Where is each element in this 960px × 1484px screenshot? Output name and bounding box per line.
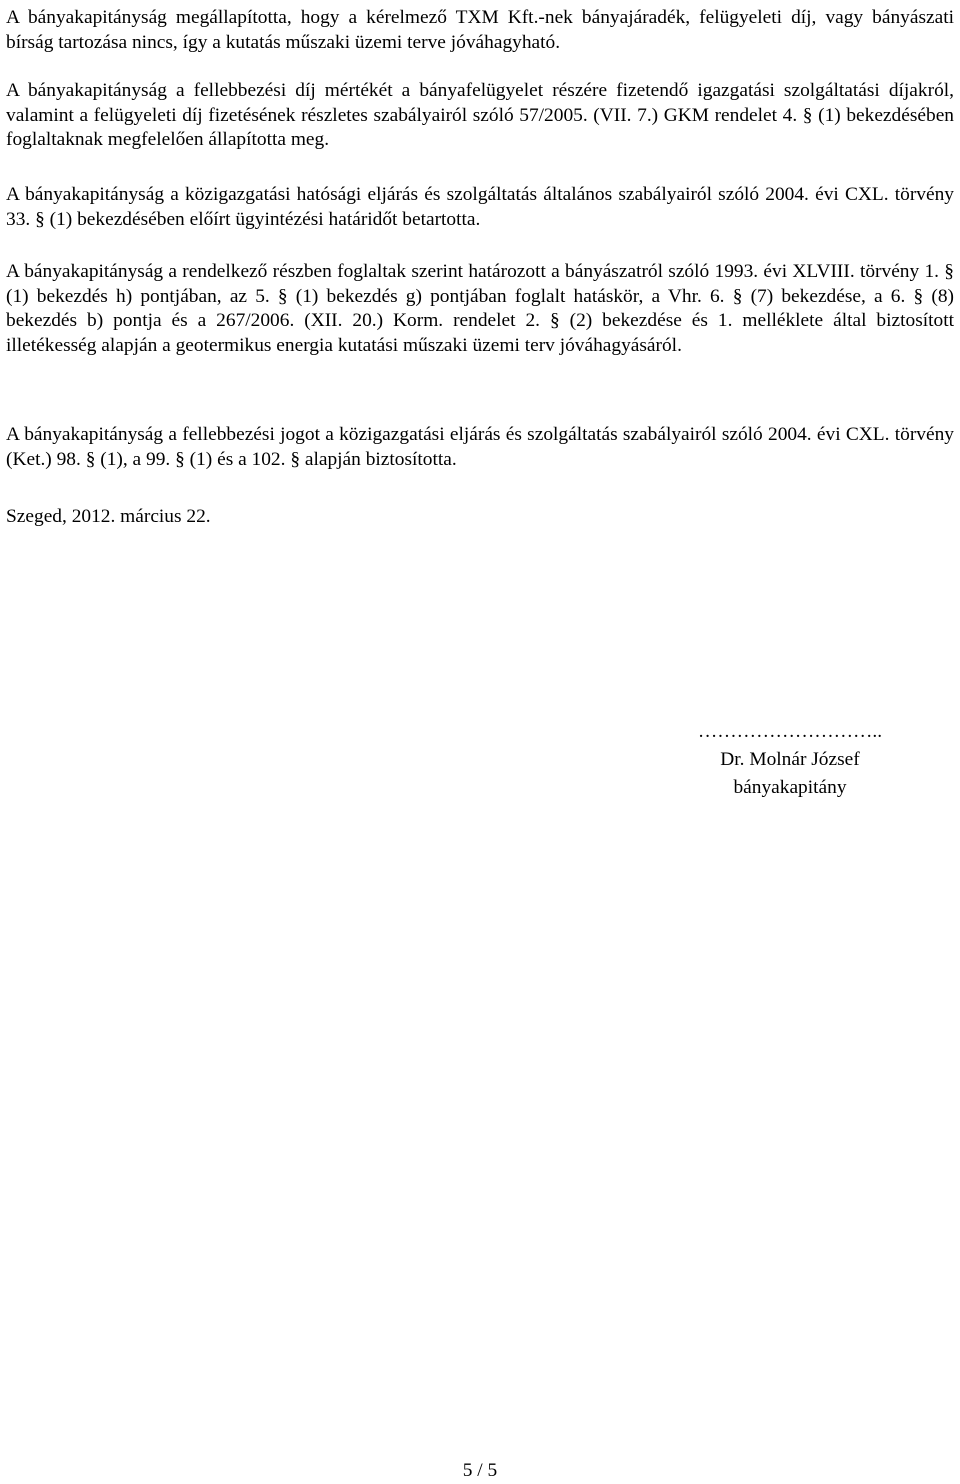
paragraph-deadline: A bányakapitányság a közigazgatási hatósági eljárás és szolgáltatás általános szabályairól szóló 2004. évi CXL. törvény 33. § (1) bekezdésében előírt ügyintézési határidőt betartotta. [6,184,954,230]
page-number: 5 / 5 [462,1460,498,1481]
signature-name: Dr. Molnár József [720,749,860,770]
paragraph-competence: A bányakapitányság a rendelkező részben foglaltak szerint határozott a bányászatról szóló 1993. évi XLVIII. törvény 1. § (1) bekezdés h) pontjában, az 5. § (1) bekezdés g) pontjában foglalt hatáskör, a Vhr. 6. § (7) bekezdése, a 6. § (8) bekezdés b) pontja és a 267/2006. (XII. 20.) Korm. rendelet 2. § (2) bekezdése és 1. melléklete által biztosított illetékesség alapján a geotermikus energia kutatási műszaki üzemi terv jóváhagyásáról. [6,261,954,356]
signature-dots: ……………………….. [697,721,883,742]
paragraph-fee-status: A bányakapitányság megállapította, hogy a kérelmező TXM Kft.-nek bányajáradék, felügyeleti díj, vagy bányászati bírság tartozása nincs, így a kutatás műszaki üzemi terve jóváhagyható. [6,7,954,53]
signature-block [620,718,960,802]
paragraph-appeal-right: A bányakapitányság a fellebbezési jogot a közigazgatási eljárás és szolgáltatás szabályairól szóló 2004. évi CXL. törvény (Ket.) 98. § (1), a 99. § (1) és a 102. § alapján biztosította. [6,424,954,470]
paragraph-appeal-fee: A bányakapitányság a fellebbezési díj mértékét a bányafelügyelet részére fizetendő igazgatási szolgáltatási díjakról, valamint a felügyeleti díj fizetésének részletes szabályairól szóló 57/2005. (VII. 7.) GKM rendelet 4. § (1) bekezdésében foglaltaknak megfelelően állapította meg. [6,80,954,150]
date-line: Szeged, 2012. március 22. [6,506,211,527]
signature-title: bányakapitány [733,777,847,798]
